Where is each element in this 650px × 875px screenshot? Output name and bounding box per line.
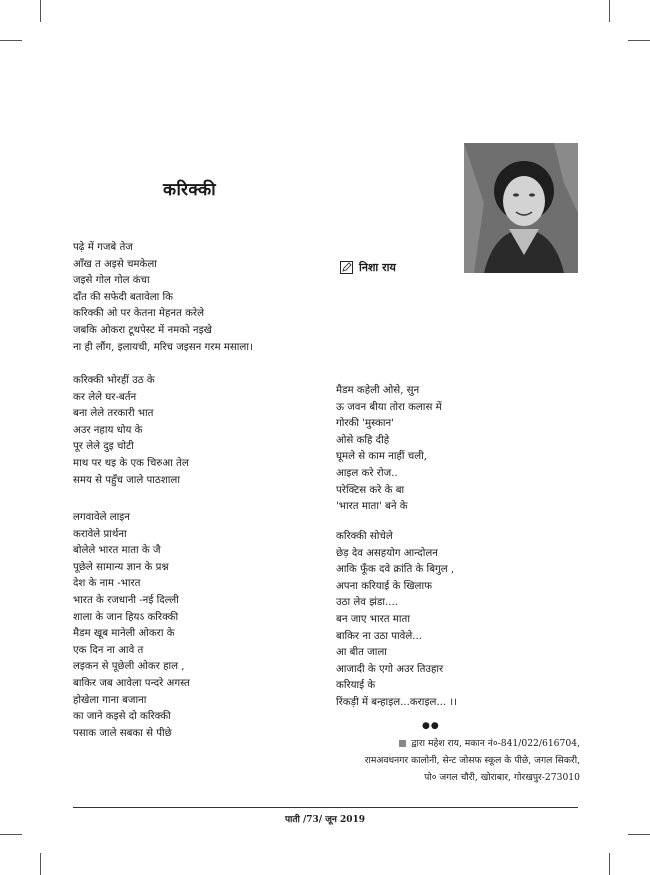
address-line-1 [335,735,580,752]
poem-stanza-3 [73,510,190,742]
poem-line: पूछेले सामान्य ज्ञान के प्रश्न [73,561,169,573]
poem-line: पसाक जाले सबका से पीछे [73,727,172,739]
poem-line: ओसे कहि दीहे [336,434,390,446]
poem-line: भारत के रजधानी -नई दिल्ली [73,594,179,606]
poem-line: देश के नाम -भारत [73,578,141,590]
poem-stanza-4 [336,383,442,516]
crop-mark [40,0,41,22]
poem-line: ऊ जवन बीया तोरा कलास में [336,401,442,413]
poem-line: बाकिर ना उठा पावेले... [336,630,422,642]
poem-line: एक दिन ना आवे त [73,644,144,656]
pen-icon [340,261,353,274]
poem-line: बोलेले भारत माता के जै [73,545,161,557]
author-byline [340,260,396,275]
poem-line: लगवावेले लाइन [73,512,130,523]
poem-line: पूर लेले दुइ चोटी [73,441,134,453]
poem-line: आजादी के एगो अउर तिउहार [336,663,444,675]
poem-line: मैडम खूब मानेली ओकरा के [73,628,175,640]
poem-line: अपना करियाई के खिलाफ [336,580,432,592]
crop-mark [0,40,22,41]
poem-line: घूमले से काम नाहीं चली, [336,451,428,463]
author-address [335,735,580,786]
crop-mark [609,853,610,875]
poem-line: अउर नहाय धोय के [73,424,143,436]
poem-line: का जाने कइसे दो करिक्की [73,711,171,723]
poem-line: करिक्की सोचेले [336,531,393,542]
poem-stanza-5 [336,529,457,712]
poem-line: बन जाए भारत माता [336,613,410,625]
poem-line: रिंकड़ी में बन्हाइल...कराइल... ।। [336,696,458,708]
poem-line: कर लेले घर-बर्तन [73,391,137,403]
poem-line: माथ पर थइ के एक चिरुआ तेल [73,457,189,469]
crop-mark [40,853,41,875]
poem-line: आ बीत जाला [336,647,387,659]
poem-line: ना ही लौंग, इलायची, मरिच जइसन गरम मसाला। [73,341,253,353]
address-line-2: रामअवधनगर कालोनी, सेन्ट जोसफ स्कूल के पीछे, जगल सिकरी, [364,755,580,766]
poem-line: गोरकी 'मुस्कान' [336,418,395,430]
poem-line: मैडम कहेली ओसे, सुन [336,385,420,396]
crop-mark [0,834,22,835]
address-line-3: पो० जगल चौरी, खोराबार, गोरखपुर-273010 [424,772,580,783]
page-footer: पाती /73/ जून 2019 [284,815,366,825]
poem-line: करिक्की भोरहीं उठ के [73,375,155,386]
poem-stanza-2 [73,373,189,489]
footer-divider [73,807,578,808]
square-bullet-icon [399,740,406,747]
crop-mark [628,40,650,41]
poem-line: परेक्टिस करे के बा [336,484,405,496]
author-photo [464,143,578,273]
poem-line: पढ़े में गजबे तेज [73,242,133,253]
poem-line: आइल करे रोज.. [336,467,398,479]
poem-stanza-1 [73,240,253,356]
separator-dots: ●● [422,721,440,731]
poem-line: दाँत की सफेदी बतावेला कि [73,291,173,303]
author-name: निशा राय [359,261,396,274]
poem-line: उठा लेव झंडा.... [336,597,398,609]
poem-line: बाकिर जब आवेला पन्दरे अगस्त [73,677,190,689]
poem-line: करावेले प्रार्थना [73,528,127,540]
poem-line: जबकि ओकरा टूथपेस्ट में नमको नइखे [73,324,212,336]
poem-line: आकि फूँक दवे क्रांति के बिगुल , [336,564,455,576]
poem-line: होखेला गाना बजाना [73,694,147,706]
poem-title: करिक्की [163,180,217,200]
poem-line: करियाई के [336,680,376,692]
poem-line: आँख त अइसे चमकेला [73,258,157,270]
poem-line: 'भारत माता' बने के [336,501,408,513]
poem-line: बना लेले तरकारी भात [73,408,154,420]
author-portrait-icon [464,143,578,273]
poem-line: छेड़ देव असहयोग आन्दोलन [336,547,438,559]
address-text: द्वारा महेश राय, मकान नं०-841/022/616704, [411,738,580,749]
poem-line: शाला के जान हियऽ करिक्की [73,611,179,623]
poem-line: समय से पहुँच जाले पाठशाला [73,474,180,486]
poem-line: लइकन से पूछेली ओकर हाल , [73,661,185,673]
poem-line: जइसे गोल गोल कंचा [73,275,150,287]
crop-mark [609,0,610,22]
crop-mark [628,834,650,835]
poem-line: करिक्की ओ पर केतना मेहनत करेले [73,308,204,320]
